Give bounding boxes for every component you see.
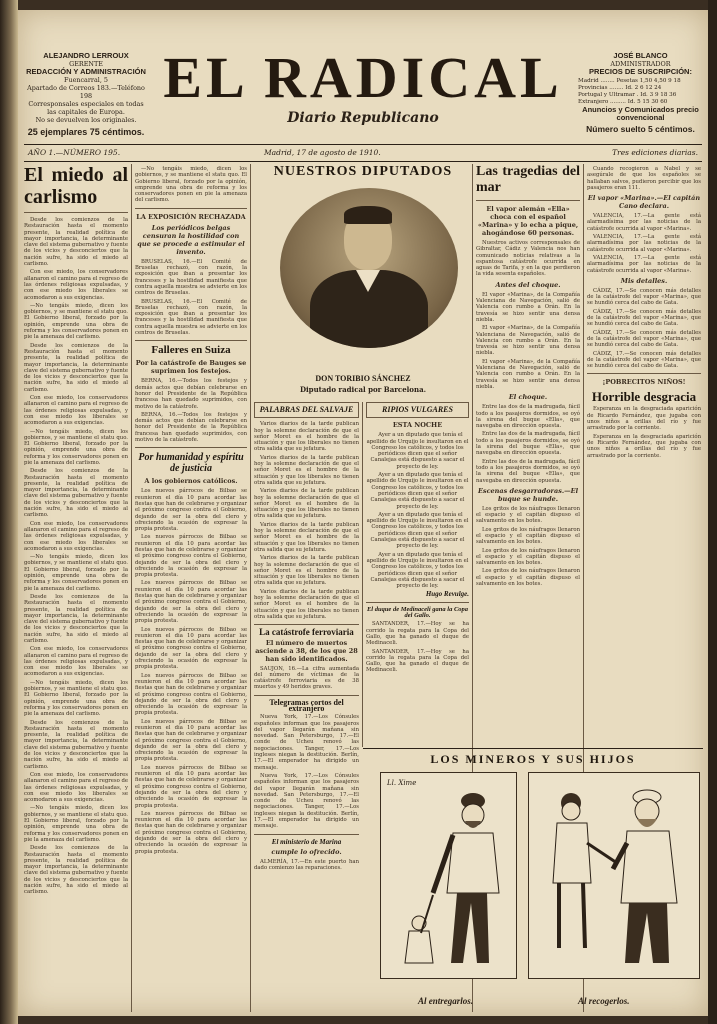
article-text: BRUSELAS, 16.—El Comité de Bruselas rechazó, con razón, la exposición que iban a presentar los franceses y la hostilidad manifiesta que contra aquella muestra se advierte en los centros de Bruselas. bbox=[135, 258, 247, 297]
director-name: ALEJANDRO LERROUX bbox=[43, 51, 129, 60]
article-text: SAUJON, 16.—La cifra aumentada del número de víctimas de la catástrofe ferroviaria es de 38 muertos y 49 heridos graves. bbox=[254, 665, 359, 691]
admin-role: ADMINISTRADOR bbox=[610, 60, 671, 68]
caption-recogerlos: Al recogerlos. bbox=[578, 996, 630, 1006]
price-row: Provincias ........ Id. 2 6 12 24 bbox=[578, 85, 662, 91]
subhead-antes: Antes del choque. bbox=[495, 280, 561, 289]
prices-table bbox=[578, 78, 703, 106]
article-text: Desde los comienzos de la Restauración hasta el momento presente, la realidad política de mayor importancia, la determinante clave del sistema gubernativo y fuente de los vicios y desconciertos que la nación sufre, ha sido el miedo al carlismo. bbox=[24, 217, 128, 268]
article-text: BRUSELAS, 16.—El Comité de Bruselas rechazó, con razón, la exposición que iban a presentar los franceses y la hostilidad manifiesta que contra aquella muestra se advierte en los centros de Bruselas. bbox=[135, 298, 247, 337]
article-text: VALENCIA, 17.—La gente está alarmadísima por las noticias de la catástrofe ocurrida al vapor «Marina». bbox=[587, 234, 701, 253]
subhead-tragedias: El vapor alemán «Ella» choca con el español «Marina» y lo echa a pique, ahogándose 60 personas. bbox=[477, 205, 579, 237]
article-text: El vapor «Marina», de la Compañía Valenciana de Navegación, salió de Valencia con rumbo a Orán. En la travesía se hizo sentir una densa niebla. bbox=[476, 325, 580, 357]
article-text: SANTANDER, 17.—Hoy se ha corrido la regata para la Copa del Gallo, que ha ganado el duque de Medinaceli. bbox=[366, 621, 469, 647]
portrait-name: DON TORIBIO SÁNCHEZ bbox=[315, 374, 411, 383]
illustration-title: LOS MINEROS Y SUS HIJOS bbox=[430, 752, 636, 766]
article-text: Con ese miedo, los conservadores allanaron el camino para el regreso de las órdenes religiosas expulsadas, y con ese miedo los liberales se acomodaron a sus exigencias. bbox=[24, 771, 128, 804]
article-text: Los nuevos párrocos de Bilbao se reunieron el día 10 para acordar las fiestas que han de celebrarse y organizar el próximo congreso contra el Gobierno, dejando de ser la obra del clero y ofreciendo la ocasión de expresar la propia protesta. bbox=[135, 488, 247, 533]
article-text: Esperanza en la desgraciada aparición de Ricardo Fernández, que jugaba con unos niños a orillas del río y fue arrastrado por la corriente. bbox=[587, 406, 701, 432]
article-text: Los nuevos párrocos de Bilbao se reunieron el día 10 para acordar las fiestas que han de celebrarse y organizar el próximo congreso contra el Gobierno, dejando de ser la obra del clero y ofreciendo la ocasión de expresar la propia protesta. bbox=[135, 534, 247, 579]
article-text: Los gritos de los náufragos llenaron el espacio y el capitán dispuso el salvamento en los botes. bbox=[476, 547, 580, 567]
admin-name: JOSÉ BLANCO bbox=[613, 51, 668, 60]
article-text: Con ese miedo, los conservadores allanaron el camino para el regreso de las órdenes religiosas expulsadas, y con ese miedo los liberales se acomodaron a sus exigencias. bbox=[24, 646, 128, 678]
originales-text: No se devuelven los originales. bbox=[35, 116, 137, 124]
subhead-escenas: Escenas desgarradoras.—El buque se hunde. bbox=[477, 486, 579, 503]
office-label: REDACCIÓN Y ADMINISTRACIÓN bbox=[26, 67, 146, 76]
article-text: Desde los comienzos de la Restauración hasta el momento presente, la realidad política de mayor importancia, la determinante clave del sistema gubernativo y fuente de los vicios y desconciertos que la nación sufre, ha sido el miedo al carlismo. bbox=[24, 845, 128, 896]
article-text: —No tengáis miedo, dicen los gobiernos, y se mantiene el statu quo. El Gobierno liberal, forzado por la opinión, emprende una obra de reforma y los conservadores ponen en pie la amenaza del carlismo. bbox=[135, 166, 247, 204]
headline-falleres: Falleres en Suiza bbox=[151, 344, 231, 357]
dateline bbox=[24, 148, 702, 160]
poem-text: Ayer a un diputado que tenía el apellido de Urquijo le insultaron en el Congreso los católicos, y todos los periódicos dicen que el señor Canalejas está dispuesto a sacar el proyecto de ley. bbox=[366, 432, 469, 470]
headline-horrible: Horrible desgracia bbox=[591, 389, 697, 405]
portrait-caption: Diputado radical por Barcelona. bbox=[299, 385, 427, 394]
illustration-right-panel bbox=[528, 772, 700, 979]
article-text: —No tengáis miedo, dicen los gobiernos, y se mantiene el statu quo. El Gobierno liberal, forzado por la opinión, emprende una obra de reforma y los conservadores ponen en pie la amenaza del carlismo. bbox=[24, 554, 128, 592]
column-rule bbox=[362, 402, 363, 747]
subhead-exposicion: Los periódicos belgas censuran la hostilidad con que se procede a estimular el invento. bbox=[137, 223, 245, 256]
article-text: —No tengáis miedo, dicen los gobiernos, y se mantiene el statu quo. El Gobierno liberal, forzado por la opinión, emprende una obra de reforma y los conservadores ponen en pie la amenaza del carlismo. bbox=[24, 428, 128, 466]
divider bbox=[476, 200, 580, 201]
article-text: Entre las dos de la madrugada, fácil todo a los pasajeros dormidos, se oyó la sirena del buque «Ella», que navegaba en dirección opuesta. bbox=[476, 431, 580, 457]
column-rule bbox=[131, 164, 132, 1012]
subhead-ministerio: cumple lo ofrecido. bbox=[271, 847, 342, 856]
article-text: Los nuevos párrocos de Bilbao se reunieron el día 10 para acordar las fiestas que han de celebrarse y organizar el próximo congreso contra el Gobierno, dejando de ser la obra del clero y ofreciendo la ocasión de expresar la propia protesta. bbox=[135, 626, 247, 671]
column-rule bbox=[250, 164, 251, 1012]
column-4 bbox=[366, 402, 469, 747]
article-text: BERNA, 16.—Todos los festejos y demás actos que debían celebrarse en honor del Presidente de la República francesa han quedado suprimidos, con motivo de la catástrofe. bbox=[135, 411, 247, 444]
newspaper-page bbox=[18, 10, 708, 1016]
article-text: Los gritos de los náufragos llenaron el espacio y el capitán dispuso el salvamento en los botes. bbox=[476, 568, 580, 588]
column-5 bbox=[476, 164, 580, 746]
divider bbox=[254, 695, 359, 696]
column-1 bbox=[24, 164, 128, 1014]
portrait-hair bbox=[344, 206, 392, 224]
director-role: GERENTE bbox=[69, 60, 103, 68]
poem-signature: Hugo Revulge. bbox=[425, 590, 469, 599]
logo-ripios-vulgares: RIPIOS VULGARES bbox=[366, 402, 469, 418]
article-text: Nuestros activos corresponsales de Gibraltar, Cádiz y Valencia nos han comunicado noticias relativas a la espantosa catástrofe ocurrida en aguas de Tarifa, y en la que perdieron la vida sesenta españoles. bbox=[476, 240, 580, 278]
price-row: Extranjero ......... Id. 5 15 30 60 bbox=[578, 99, 668, 105]
article-text: Nueva York, 17.—Los Cónsules españoles informan que los pasajeros del vapor llegarán mañana sin novedad. San Petersburgo, 17.—El conde de Ucheu renovó las negociaciones. Tanger, 17.—Los ingleses niegan la destitución. Berlín, 17.—El emperador ha dirigido un mensaje. bbox=[254, 714, 359, 771]
headline-diputados: NUESTROS DIPUTADOS bbox=[273, 164, 453, 179]
article-text: VALENCIA, 17.—La gente está alarmadísima por las noticias de la catástrofe ocurrida al vapor «Marina». bbox=[587, 254, 701, 274]
prices-title: PRECIOS DE SUSCRIPCIÓN: bbox=[589, 67, 692, 76]
article-text: SANTANDER, 17.—Hoy se ha corrido la regata para la Copa del Gallo, que ha ganado el duque de Medinaceli. bbox=[366, 648, 469, 674]
article-text: Entre las dos de la madrugada, fácil todo a los pasajeros dormidos, se oyó la sirena del buque «Ella», que navegaba en dirección opuesta. bbox=[476, 458, 580, 484]
masthead bbox=[18, 10, 708, 158]
illustration-rule bbox=[363, 748, 703, 749]
headline-medinaceli: El duque de Medinaceli gana la Copa del Gallo. bbox=[366, 605, 469, 620]
article-text: CÁDIZ, 17.—Se conocen más detalles de la catástrofe del vapor «Marina», que se hundió cerca del cabo de Gata. bbox=[587, 287, 701, 307]
article-text: Desde los comienzos de la Restauración hasta el momento presente, la realidad política de mayor importancia, la determinante clave del sistema gubernativo y fuente de los vicios y desconciertos que la nación sufre, ha sido el miedo al carlismo. bbox=[24, 468, 128, 519]
illustration-left-panel bbox=[380, 772, 517, 979]
poem-title: ESTA NOCHE bbox=[392, 421, 443, 430]
article-text: —No tengáis miedo, dicen los gobiernos, y se mantiene el statu quo. El Gobierno liberal, forzado por la opinión, emprende una obra de reforma y los conservadores ponen en pie la amenaza del carlismo. bbox=[24, 679, 128, 718]
article-text: Desde los comienzos de la Restauración hasta el momento presente, la realidad política de mayor importancia, la determinante clave del sistema gubernativo y fuente de los vicios y desconciertos que la nación sufre, ha sido el miedo al carlismo. bbox=[24, 719, 128, 770]
masthead-right-box bbox=[578, 52, 703, 133]
article-text: ALMERÍA, 17.—En este puerto han dado comienzo las reparaciones. bbox=[254, 858, 359, 872]
divider bbox=[366, 602, 469, 603]
article-text: El vapor «Marina», de la Compañía Valenciana de Navegación, salió de Valencia con rumbo a Orán. En la travesía se hizo sentir una densa niebla. bbox=[476, 358, 580, 390]
article-text: Varios diarios de la tarde publican hoy la solemne declaración de que el señor Moret es el hombre de la situación y que los liberales no tienen otra salida que su jefatura. bbox=[254, 555, 359, 587]
price-row: Madrid ........ Pesetas 1,50 4,50 9 18 bbox=[578, 78, 681, 84]
poem-text: Ayer a un diputado que tenía el apellido de Urquijo le insultaron en el Congreso los católicos, y todos los periódicos dicen que el señor Canalejas está dispuesto a sacar el proyecto de ley. bbox=[366, 551, 469, 590]
numero-price: Número suelto 5 céntimos. bbox=[586, 124, 695, 134]
article-text: CÁDIZ, 17.—Se conocen más detalles de la catástrofe del vapor «Marina», que se hundió cerca del cabo de Gata. bbox=[587, 329, 701, 349]
miner-child-drawing bbox=[529, 773, 699, 978]
newspaper-subtitle: Diario Republicano bbox=[287, 110, 439, 126]
divider bbox=[135, 340, 247, 341]
section-exposicion: LA EXPOSICIÓN RECHAZADA bbox=[136, 212, 246, 221]
article-text: —No tengáis miedo, dicen los gobiernos, y se mantiene el statu quo. El Gobierno liberal, forzado por la opinión, emprende una obra de reforma y los conservadores ponen en pie la amenaza del carlismo. bbox=[24, 302, 128, 341]
apartado-text: Apartado de Correos 183.—Teléfono 198 bbox=[27, 84, 145, 100]
subhead-choque: El choque. bbox=[508, 393, 548, 402]
office-address: Fuencarral, 5 bbox=[64, 76, 108, 84]
issue-date: Madrid, 17 de agosto de 1910. bbox=[264, 148, 381, 157]
logo-palabras-salvaje: PALABRAS DEL SALVAJE bbox=[254, 402, 359, 418]
article-text: CÁDIZ, 17.—Se conocen más detalles de la catástrofe del vapor «Marina», que se hundió cerca del cabo de Gata. bbox=[587, 308, 701, 328]
headline-telegramas: Telegramas cortos del extranjero bbox=[269, 697, 344, 713]
article-text: Los gritos de los náufragos llenaron el espacio y el capitán dispuso el salvamento en los botes. bbox=[476, 505, 580, 525]
article-text: Los nuevos párrocos de Bilbao se reunieron el día 10 para acordar las fiestas que han de celebrarse y organizar el próximo congreso contra el Gobierno, dejando de ser la obra del clero y ofreciendo la ocasión de expresar la propia protesta. bbox=[135, 764, 247, 809]
masthead-left-box bbox=[26, 52, 146, 136]
anuncios-text: Anuncios y Comunicados precio convencional bbox=[582, 105, 699, 122]
divider bbox=[587, 373, 701, 374]
newspaper-title: EL RADICAL bbox=[163, 45, 563, 110]
subhead-catastrofe: El número de muertos asciende a 38, de los que 28 han sido identificados. bbox=[255, 638, 358, 663]
divider bbox=[254, 834, 359, 835]
article-text: El vapor «Marina», de la Compañía Valenciana de Navegación, salió de Valencia con rumbo a Orán. En la travesía se hizo sentir una densa niebla. bbox=[476, 291, 580, 323]
article-text: Los nuevos párrocos de Bilbao se reunieron el día 10 para acordar las fiestas que han de celebrarse y organizar el próximo congreso contra el Gobierno, dejando de ser la obra del clero y ofreciendo la ocasión de expresar la propia protesta. bbox=[135, 672, 247, 717]
article-text: Varios diarios de la tarde publican hoy la solemne declaración de que el señor Moret es el hombre de la situación y que los liberales no tienen otra salida que su jefatura. bbox=[254, 454, 359, 486]
article-text: Los nuevos párrocos de Bilbao se reunieron el día 10 para acordar las fiestas que han de celebrarse y organizar el próximo congreso contra el Gobierno, dejando de ser la obra del clero y ofreciendo la ocasión de expresar la propia protesta. bbox=[135, 718, 247, 763]
price-row: Portugal y Ultramar . Id. 3 9 18 36 bbox=[578, 92, 677, 98]
article-text: CÁDIZ, 17.—Se conocen más detalles de la catástrofe del vapor «Marina», que se hundió cerca del cabo de Gata. bbox=[587, 350, 701, 370]
article-text: Con ese miedo, los conservadores allanaron el camino para el regreso de las órdenes religiosas expulsadas, y con ese miedo los liberales se acomodaron a sus exigencias. bbox=[24, 520, 128, 552]
subhead-falleres: Por la catástrofe de Bauges se suprimen los festejos. bbox=[135, 359, 247, 376]
caption-entregarlos: Al entregarlos. bbox=[418, 996, 474, 1006]
poem-text: Ayer a un diputado que tenía el apellido de Urquijo le insultaron en el Congreso los católicos, y todos los periódicos dicen que el señor Canalejas está dispuesto a sacar el proyecto de ley. bbox=[366, 511, 469, 550]
subhead-detalles: Mis detalles. bbox=[620, 276, 668, 285]
article-text: Varios diarios de la tarde publican hoy la solemne declaración de que el señor Moret es el hombre de la situación y que los liberales no tienen otra salida que su jefatura. bbox=[254, 421, 359, 453]
article-text: Varios diarios de la tarde publican hoy la solemne declaración de que el señor Moret es el hombre de la situación y que los liberales no tienen otra salida que su jefatura. bbox=[254, 588, 359, 620]
article-text: Con ese miedo, los conservadores allanaron el camino para el regreso de las órdenes religiosas expulsadas, y con ese miedo los liberales se acomodaron a sus exigencias. bbox=[24, 395, 128, 427]
issue-number: AÑO 1.—NÚMERO 195. bbox=[28, 148, 121, 157]
dateline-rule bbox=[24, 161, 702, 162]
subhead-humanidad: A los gobiernos católicos. bbox=[144, 477, 238, 486]
section-pobrecitos: ¡POBRECITOS NIÑOS! bbox=[602, 378, 686, 387]
headline-catastrofe: La catástrofe ferroviaria bbox=[259, 627, 354, 638]
article-text: Varios diarios de la tarde publican hoy la solemne declaración de que el señor Moret es el hombre de la situación y que los liberales no tienen otra salida que su jefatura. bbox=[254, 488, 359, 520]
article-text: Con ese miedo, los conservadores allanaron el camino para el regreso de las órdenes religiosas expulsadas, y con ese miedo los liberales se acomodaron a sus exigencias. bbox=[24, 269, 128, 301]
article-text: Nueva York, 17.—Los Cónsules españoles informan que los pasajeros del vapor llegarán mañana sin novedad. San Petersburgo, 17.—El conde de Ucheu renovó las negociaciones. Tanger, 17.—Los ingleses niegan la destitución. Berlín, 17.—El emperador ha dirigido un mensaje. bbox=[254, 772, 359, 830]
portrait-photo bbox=[280, 188, 458, 348]
article-text: Los nuevos párrocos de Bilbao se reunieron el día 10 para acordar las fiestas que han de celebrarse y organizar el próximo congreso contra el Gobierno, dejando de ser la obra del clero y ofreciendo la ocasión de expresar la propia protesta. bbox=[135, 810, 247, 855]
divider bbox=[135, 208, 247, 209]
article-text: Desde los comienzos de la Restauración hasta el momento presente, la realidad política de mayor importancia, la determinante clave del sistema gubernativo y fuente de los vicios y desconciertos que la nación sufre, ha sido el miedo al carlismo. bbox=[24, 593, 128, 644]
masthead-rule bbox=[24, 144, 702, 145]
headline-ministerio: El ministerio de Marina bbox=[271, 837, 342, 846]
article-text: Desde los comienzos de la Restauración hasta el momento presente, la realidad política de mayor importancia, la determinante clave del sistema gubernativo y fuente de los vicios y desconciertos que la nación sufre, ha sido el miedo al carlismo. bbox=[24, 342, 128, 393]
article-text: Esperanza en la desgraciada aparición de Ricardo Fernández, que jugaba con unos niños a orillas del río y fue arrastrado por la corriente. bbox=[587, 433, 701, 459]
article-text: —No tengáis miedo, dicen los gobiernos, y se mantiene el statu quo. El Gobierno liberal, forzado por la opinión, emprende una obra de reforma y los conservadores ponen en pie la amenaza del carlismo. bbox=[24, 805, 128, 843]
subhead-marina: El vapor «Marina».—El capitán Cano declara. bbox=[587, 194, 701, 211]
miner-father-drawing bbox=[381, 773, 516, 978]
headline-humanidad: Por humanidad y espíritu de justicia bbox=[138, 452, 244, 475]
headline-miedo-carlismo: El miedo al carlismo bbox=[24, 164, 128, 208]
page-edge bbox=[708, 0, 717, 1024]
book-spine bbox=[0, 0, 18, 1024]
article-text: VALENCIA, 17.—La gente está alarmadísima por las noticias de la catástrofe ocurrida al vapor «Marina». bbox=[587, 213, 701, 232]
divider bbox=[254, 624, 359, 625]
article-text: Los nuevos párrocos de Bilbao se reunieron el día 10 para acordar las fiestas que han de celebrarse y organizar el próximo congreso contra el Gobierno, dejando de ser la obra del clero y ofreciendo la ocasión de expresar la propia protesta. bbox=[135, 580, 247, 625]
article-text: BERNA, 16.—Todos los festejos y demás actos que debían celebrarse en honor del Presidente de la República francesa han quedado suprimidos, con motivo de la catástrofe. bbox=[135, 378, 247, 410]
corresponsales-text: Corresponsales especiales en todas las capitales de Europa. bbox=[28, 100, 144, 116]
column-6 bbox=[587, 164, 701, 746]
article-text: Los gritos de los náufragos llenaron el espacio y el capitán dispuso el salvamento en los botes. bbox=[476, 526, 580, 546]
article-text: Cuando recogieron a Nabel y se asegúrale de que los españoles se hallaban salvos, pudieron percibir que los pasajeros eran 111. bbox=[587, 166, 701, 191]
column-3 bbox=[254, 402, 359, 1012]
poem-text: Ayer a un diputado que tenía el apellido de Urquijo le insultaron en el Congreso los católicos, y todos los periódicos dicen que el señor Canalejas está dispuesto a sacar el proyecto de ley. bbox=[366, 472, 469, 510]
ejemplares-price: 25 ejemplares 75 céntimos. bbox=[27, 127, 145, 137]
article-text: Varios diarios de la tarde publican hoy la solemne declaración de que el señor Moret es el hombre de la situación y que los liberales no tienen otra salida que su jefatura. bbox=[254, 521, 359, 553]
headline-tragedias: Las tragedias del mar bbox=[476, 164, 580, 195]
editions-text: Tres ediciones diarias. bbox=[612, 148, 698, 157]
divider bbox=[24, 212, 128, 213]
article-text: Entre las dos de la madrugada, fácil todo a los pasajeros dormidos, se oyó la sirena del buque «Ella», que navegaba en dirección opuesta. bbox=[476, 404, 580, 430]
column-2 bbox=[135, 164, 247, 1014]
divider bbox=[135, 447, 247, 448]
illustrator-signature: Ll. Xime bbox=[387, 779, 417, 787]
